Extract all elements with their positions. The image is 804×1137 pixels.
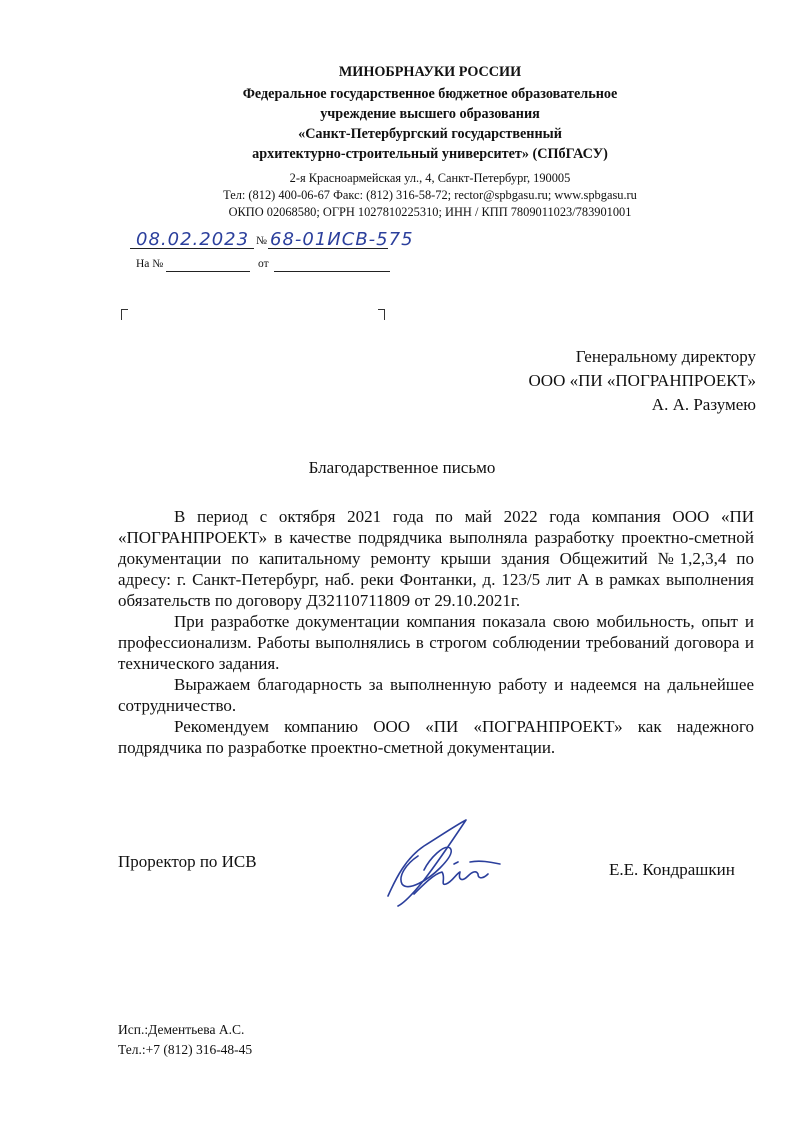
corner-mark-left <box>121 309 128 320</box>
org-name-line2: учреждение высшего образования <box>320 106 540 122</box>
registration-date: 08.02.2023 <box>136 229 250 250</box>
reply-number-line <box>166 271 250 272</box>
addressee-company: ООО «ПИ «ПОГРАНПРОЕКТ» <box>528 371 756 390</box>
date-underline <box>130 248 254 249</box>
ministry-name: МИНОБРНАУКИ РОССИИ <box>338 64 522 80</box>
letter-body <box>118 506 754 758</box>
registration-number: 68-01ИСВ-575 <box>270 229 414 250</box>
registration-number-sign: № <box>256 235 267 247</box>
org-name-line3: «Санкт-Петербургский государственный <box>298 126 562 142</box>
signer-position: Проректор по ИСВ <box>118 852 257 871</box>
body-paragraph-3: Выражаем благодарность за выполненную работу и надеемся на дальнейшее сотрудничество. <box>118 675 754 715</box>
org-contacts: Тел: (812) 400-06-67 Факс: (812) 316-58-72; rector@spbgasu.ru; www.spbgasu.ru <box>223 188 637 202</box>
org-name-line1: Федеральное государственное бюджетное образовательное <box>242 86 618 102</box>
org-codes: ОКПО 02068580; ОГРН 1027810225310; ИНН / КПП 7809011023/783901001 <box>228 205 632 219</box>
executor-phone: Тел.:+7 (812) 316-48-45 <box>118 1042 253 1057</box>
addressee-name: А. А. Разумею <box>651 395 756 414</box>
org-name-line4: архитектурно-строительный университет» (СПбГАСУ) <box>252 146 608 162</box>
reply-date-line <box>274 271 390 272</box>
executor-name: Исп.:Дементьева А.С. <box>118 1022 245 1037</box>
reply-from-label: от <box>258 258 269 270</box>
body-paragraph-4: Рекомендуем компанию ООО «ПИ «ПОГРАНПРОЕКТ» как надежного подрядчика по разработке проектно-сметной документации. <box>118 717 754 757</box>
number-underline <box>268 248 388 249</box>
org-address: 2-я Красноармейская ул., 4, Санкт-Петербург, 190005 <box>289 171 571 185</box>
reply-number-label: На № <box>136 258 164 270</box>
addressee-position: Генеральному директору <box>575 347 756 366</box>
signer-name: Е.Е. Кондрашкин <box>609 860 735 879</box>
corner-mark-right <box>378 309 385 320</box>
letter-title: Благодарственное письмо <box>308 458 496 477</box>
handwritten-signature <box>384 818 504 910</box>
body-paragraph-1: В период с октября 2021 года по май 2022 года компания ООО «ПИ «ПОГРАНПРОЕКТ» в качестве подрядчика выполняла разработку проектно-сметной документации по капитальному ремонту крыши здания Общежитий №1,2,3,4 по адресу: г. Санкт-Петербург, наб. реки Фонтанки, д. 123/5 лит А в рамках выполнения обязательств по договору Д32110711809 от 29.10.2021г. <box>118 507 754 610</box>
body-paragraph-2: При разработке документации компания показала свою мобильность, опыт и профессионализм. Работы выполнялись в строгом соблюдении требований договора и технического задания. <box>118 612 754 673</box>
